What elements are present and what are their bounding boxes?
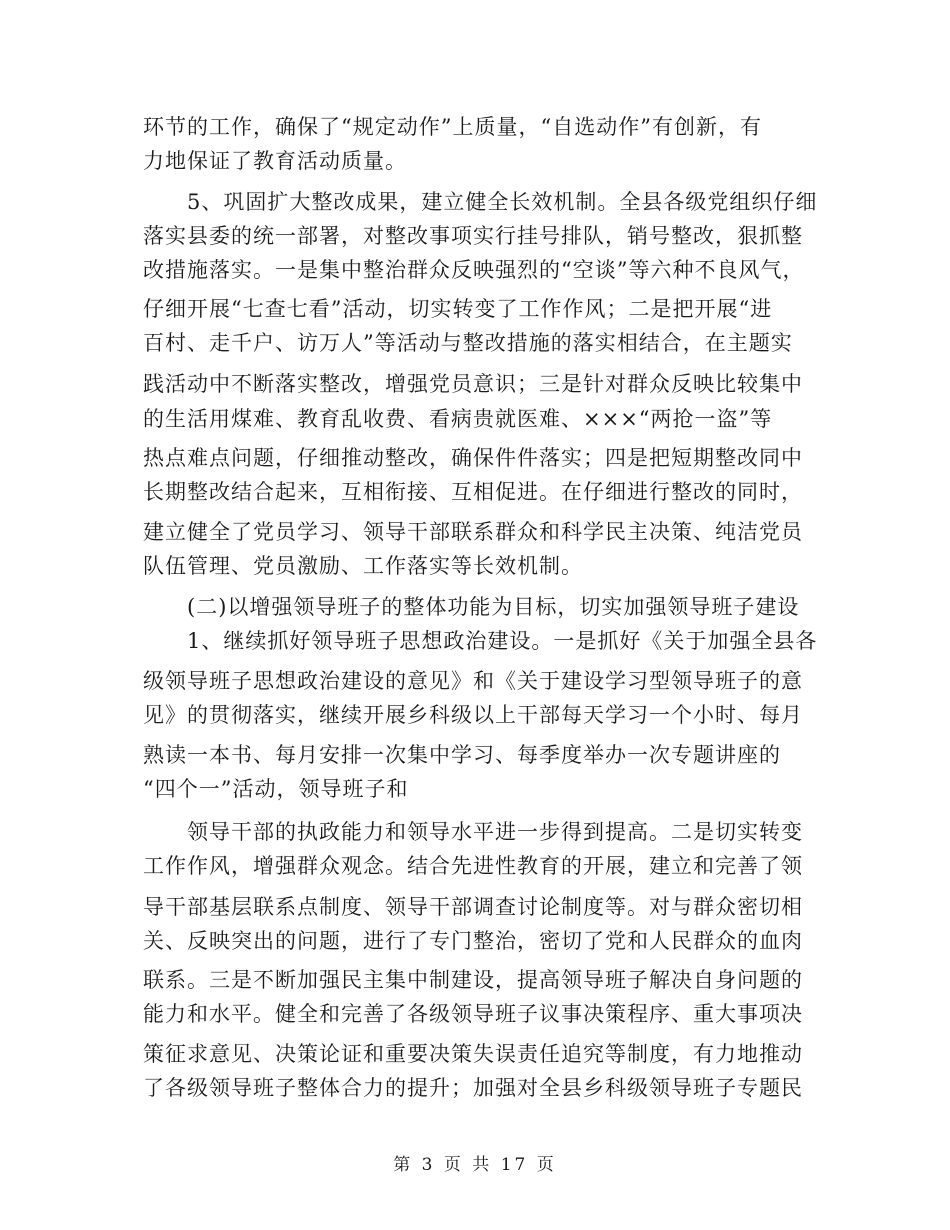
body-line: 落实县委的统一部署，对整改事项实行挂号排队，销号整改，狠抓整 bbox=[143, 224, 803, 248]
body-line: 领导干部的执政能力和领导水平进一步得到提高。二是切实转变 bbox=[143, 820, 803, 844]
body-line: 级领导班子思想政治建设的意见》和《关于建设学习型领导班子的意 bbox=[143, 669, 803, 693]
body-line: 的生活用煤难、教育乱收费、看病贵就医难、×××“两抢一盗”等 bbox=[143, 407, 773, 431]
body-line: 策征求意见、决策论证和重要决策失误责任追究等制度，有力地推动 bbox=[143, 1042, 803, 1066]
body-line: 1、继续抓好领导班子思想政治建设。一是抓好《关于加强全县各 bbox=[143, 629, 818, 653]
body-line: 导干部基层联系点制度、领导干部调查讨论制度等。对与群众密切相 bbox=[143, 895, 803, 919]
body-line: “四个一”活动，领导班子和 bbox=[143, 777, 409, 801]
section-heading: (二)以增强领导班子的整体功能为目标，切实加强领导班子建设 bbox=[143, 595, 800, 619]
body-line: 5、巩固扩大整改成果，建立健全长效机制。全县各级党组织仔细 bbox=[143, 190, 818, 214]
body-line: 环节的工作，确保了“规定动作”上质量，“自选动作”有创新，有 bbox=[143, 115, 762, 139]
body-line: 队伍管理、党员激励、工作落实等长效机制。 bbox=[143, 554, 583, 578]
body-line: 熟读一本书、每月安排一次集中学习、每季度举办一次专题讲座的 bbox=[143, 743, 781, 767]
body-line: 建立健全了党员学习、领导干部联系群众和科学民主决策、纯洁党员 bbox=[143, 520, 803, 544]
body-line: 力地保证了教育活动质量。 bbox=[143, 149, 407, 173]
body-line: 了各级领导班子整体合力的提升；加强对全县乡科级领导班子专题民 bbox=[143, 1076, 803, 1100]
body-line: 长期整改结合起来，互相衔接、互相促进。在仔细进行整改的同时， bbox=[143, 480, 803, 504]
body-line: 能力和水平。健全和完善了各级领导班子议事决策程序、重大事项决 bbox=[143, 1002, 803, 1026]
body-line: 见》的贯彻落实，继续开展乡科级以上干部每天学习一个小时、每月 bbox=[143, 703, 803, 727]
body-line: 关、反映突出的问题，进行了专门整治，密切了党和人民群众的血肉 bbox=[143, 929, 803, 953]
body-line: 仔细开展“七查七看”活动，切实转变了工作作风；二是把开展“进 bbox=[143, 297, 773, 321]
body-line: 工作作风，增强群众观念。结合先进性教育的开展，建立和完善了领 bbox=[143, 854, 803, 878]
body-line: 百村、走千户、访万人”等活动与整改措施的落实相结合，在主题实 bbox=[143, 331, 793, 355]
body-line: 联系。三是不断加强民主集中制建设，提高领导班子解决自身问题的 bbox=[143, 968, 803, 992]
page-number-footer: 第 3 页 共 17 页 bbox=[393, 1155, 557, 1175]
body-line: 改措施落实。一是集中整治群众反映强烈的“空谈”等六种不良风气， bbox=[143, 258, 805, 282]
body-line: 热点难点问题，仔细推动整改，确保件件落实；四是把短期整改同中 bbox=[143, 446, 803, 470]
body-line: 践活动中不断落实整改，增强党员意识；三是针对群众反映比较集中 bbox=[143, 372, 803, 396]
